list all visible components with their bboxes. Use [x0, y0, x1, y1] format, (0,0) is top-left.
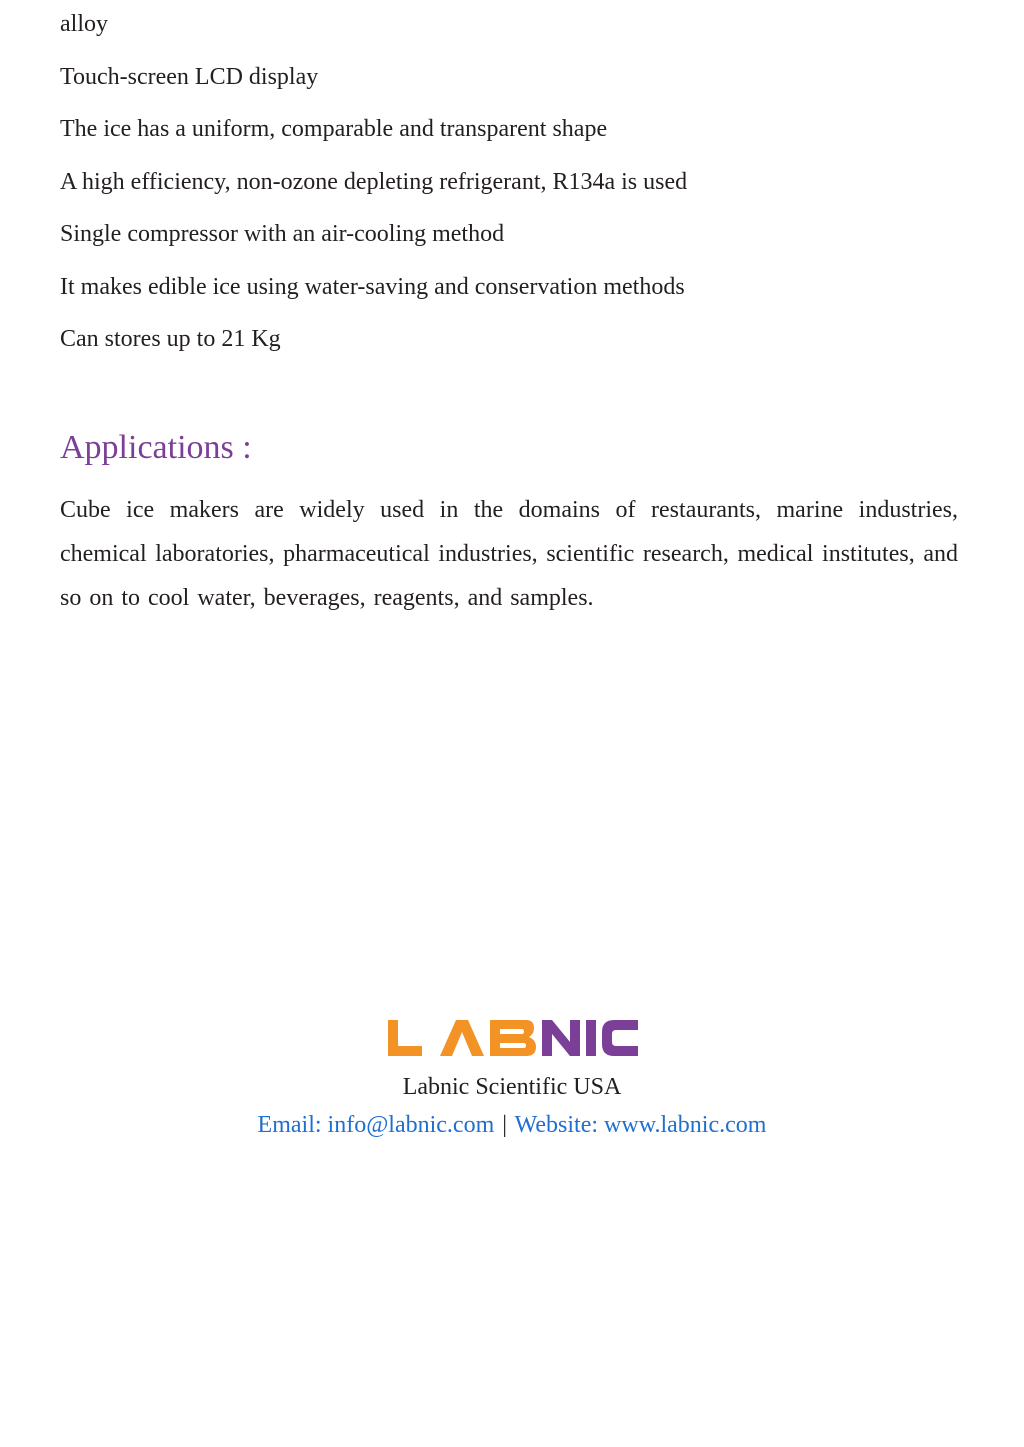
applications-paragraph: Cube ice makers are widely used in the domains of restaurants, marine industries, chemical laboratories, pharmaceutical industries, scientific research, medical institutes, and so on to cool water, beverages, reagents, and samples. — [60, 497, 958, 611]
feature-line: Single compressor with an air-cooling method — [60, 221, 505, 247]
feature-line: The ice has a uniform, comparable and transparent shape — [60, 116, 608, 142]
labnic-logo — [382, 1012, 642, 1062]
feature-line: A high efficiency, non-ozone depleting refrigerant, R134a is used — [60, 169, 688, 195]
contact-line — [0, 1110, 1024, 1140]
contact-separator: | — [502, 1112, 508, 1138]
footer — [0, 1012, 1024, 1140]
feature-line: alloy — [60, 11, 108, 37]
website-link[interactable]: Website: www.labnic.com — [514, 1112, 767, 1138]
feature-line: Can stores up to 21 Kg — [60, 326, 281, 352]
email-link[interactable]: Email: info@labnic.com — [257, 1112, 495, 1138]
feature-line: Touch-screen LCD display — [60, 64, 319, 90]
company-name: Labnic Scientific USA — [402, 1074, 622, 1100]
applications-heading: Applications : — [60, 429, 252, 466]
feature-line: It makes edible ice using water-saving and conservation methods — [60, 274, 685, 300]
